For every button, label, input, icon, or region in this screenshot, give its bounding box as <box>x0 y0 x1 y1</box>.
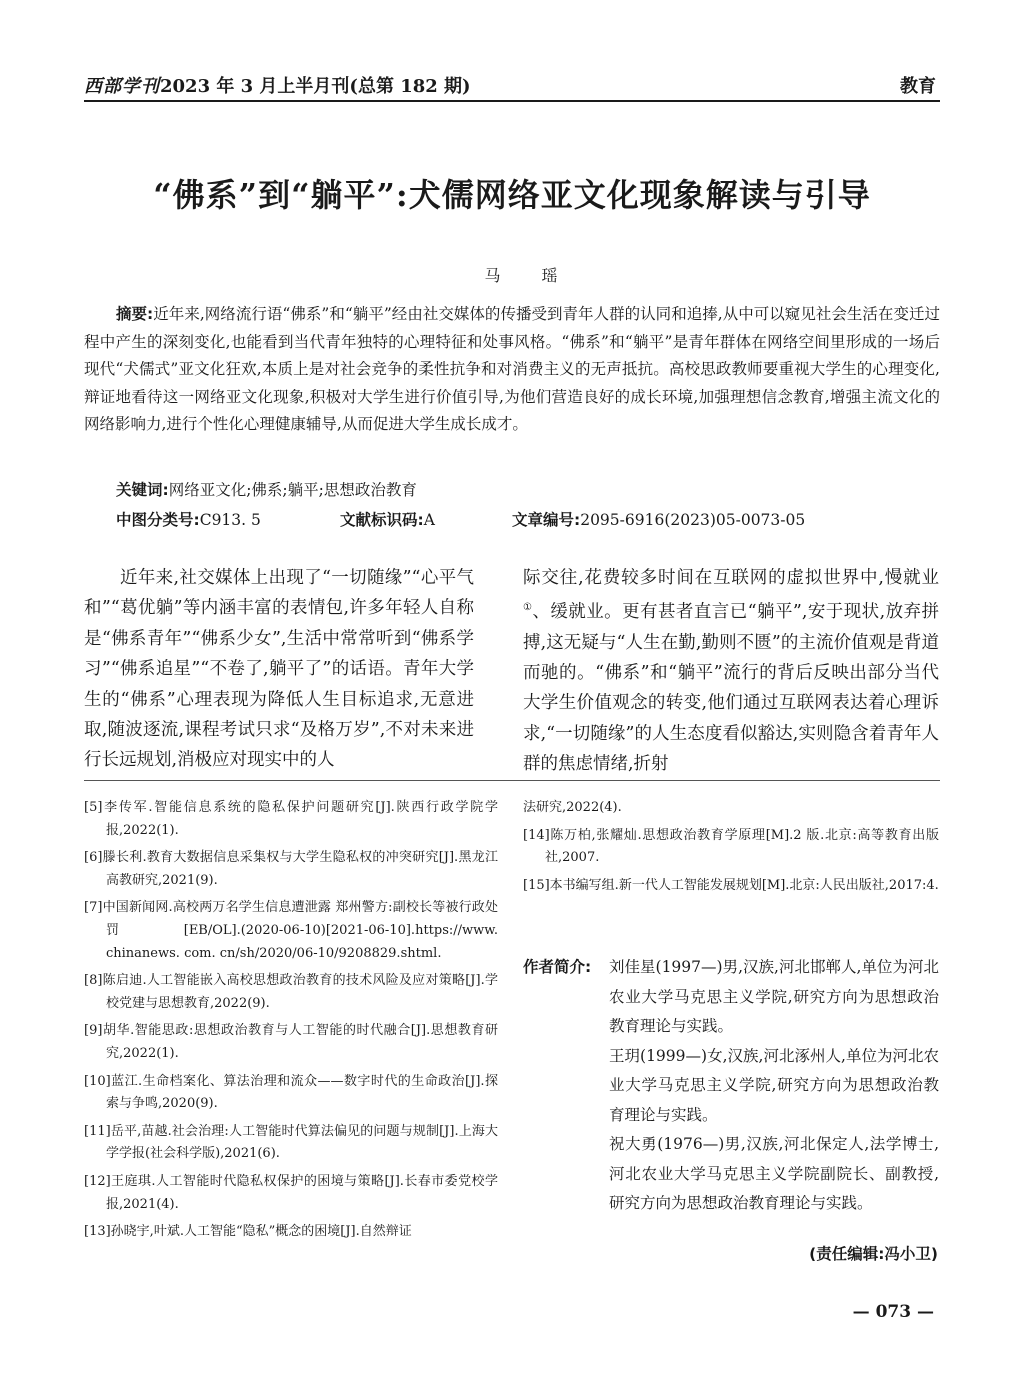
article-number-value: 2095-6916(2023)05-0073-05 <box>580 511 806 529</box>
keywords <box>116 478 417 500</box>
document-code <box>340 508 435 530</box>
keywords-text: 网络亚文化;佛系;躺平;思想政治教育 <box>168 481 417 499</box>
reference-item: [12]王庭琪.人工智能时代隐私权保护的困境与策略[J].长春市委党校学报,2021(4). <box>84 1173 498 1212</box>
header-divider <box>84 100 940 102</box>
issue-info: 2023 年 3 月上半月刊(总第 182 期) <box>160 76 471 97</box>
journal-logo: 西部学刊 <box>84 76 160 97</box>
abstract-label: 摘要: <box>116 305 154 323</box>
references-right <box>523 797 939 902</box>
abstract-text: 近年来,网络流行语“佛系”和“躺平”经由社交媒体的传播受到青年人群的认同和追捧,从中可以窥见社会生活在变迁过程中产生的深刻变化,也能看到当代青年独特的心理特征和处事风格。“佛系”和“躺平”是青年群体在网络空间里形成的一场后现代“犬儒式”亚文化狂欢,本质上是对社会竞争的柔性抗争和对消费主义的无声抵抗。高校思政教师要重视大学生的心理变化,辩证地看待这一网络亚文化现象,积极对大学生进行价值引导,为他们营造良好的成长环境,加强理想信念教育,增强主流文化的网络影响力,进行个性化心理健康辅导,从而促进大学生成长成才。 <box>84 305 940 433</box>
article-author: 马 瑶 <box>484 266 576 285</box>
reference-item: [6]滕长利.教育大数据信息采集权与大学生隐私权的冲突研究[J].黑龙江高教研究,2021(9). <box>84 850 498 888</box>
references-divider <box>84 780 940 781</box>
reference-item: [5]李传军.智能信息系统的隐私保护问题研究[J].陕西行政学院学报,2022(1). <box>84 800 498 838</box>
article-title: “佛系”到“躺平”:犬儒网络亚文化现象解读与引导 <box>153 176 871 214</box>
body-paragraph: 近年来,社交媒体上出现了“一切随缘”“心平气和”“葛优躺”等内涵丰富的表情包,许多年轻人自称是“佛系青年”“佛系少女”,生活中常常听到“佛系学习”“佛系追星”“不卷了,躺平了”的话语。青年大学生的“佛系”心理表现为降低人生目标追求,无意进取,随波逐流,课程考试只求“及格万岁”,不对未来进行长远规划,消极应对现实中的人 <box>84 568 474 771</box>
body-paragraph-continued <box>523 563 939 780</box>
reference-item: [15]本书编写组.新一代人工智能发展规划[M].北京:人民出版社,2017:4. <box>523 877 939 893</box>
reference-item: [11]岳平,苗越.社会治理:人工智能时代算法偏见的问题与规制[J].上海大学学报(社会科学版),2021(6). <box>84 1123 498 1162</box>
doc-label: 文献标识码: <box>340 511 424 529</box>
author-bio-entries <box>609 953 939 1219</box>
responsible-editor: (责任编辑:冯小卫) <box>809 1245 938 1263</box>
body-text-before-note: 际交往,花费较多时间在互联网的虚拟世界中,慢就业 <box>523 568 939 588</box>
author-bio-entry: 祝大勇(1976—)男,汉族,河北保定人,法学博士,河北农业大学马克思主义学院副院长、副教授,研究方向为思想政治教育理论与实践。 <box>609 1135 939 1212</box>
running-header-left <box>84 72 471 98</box>
clc-label: 中图分类号: <box>116 511 200 529</box>
reference-item: [8]陈启迪.人工智能嵌入高校思想政治教育的技术风险及应对策略[J].学校党建与思想教育,2022(9). <box>84 973 498 1011</box>
author-bio-label: 作者简介: <box>523 958 592 976</box>
clc-value: C913. 5 <box>199 511 261 529</box>
section-label: 教育 <box>900 76 936 97</box>
author-bio-entry: 王玥(1999—)女,汉族,河北涿州人,单位为河北农业大学马克思主义学院,研究方向为思想政治教育理论与实践。 <box>609 1046 939 1124</box>
doc-value: A <box>423 511 435 529</box>
reference-item: 法研究,2022(4). <box>523 800 622 815</box>
author-bio <box>523 953 939 1219</box>
body-text-after-note: 、缓就业。更有甚者直言已“躺平”,安于现状,放弃拼搏,这无疑与“人生在勤,勤则不匮”的主流价值观是背道而驰的。“佛系”和“躺平”流行的背后反映出部分当代大学生价值观念的转变,他们通过互联网表达着心理诉求,“一切随缘”的人生态度看似豁达,实则隐含着青年人群的焦虑情绪,折射 <box>523 602 939 775</box>
body-column-left <box>84 563 474 776</box>
author-bio-entry: 刘佳星(1997—)男,汉族,河北邯郸人,单位为河北农业大学马克思主义学院,研究方向为思想政治教育理论与实践。 <box>609 958 939 1035</box>
article-number-label: 文章编号: <box>512 511 581 529</box>
references-left <box>84 797 498 1249</box>
keywords-label: 关键词: <box>116 481 169 499</box>
reference-item: [9]胡华.智能思政:思想政治教育与人工智能的时代融合[J].思想教育研究,2022(1). <box>84 1023 498 1061</box>
page-number: — 073 — <box>852 1302 934 1322</box>
abstract <box>84 301 940 439</box>
body-column-right <box>523 563 939 780</box>
clc-code <box>116 508 261 530</box>
article-number <box>512 508 805 530</box>
reference-item: [7]中国新闻网.高校两万名学生信息遭泄露 郑州警方:副校长等被行政处罚[EB/OL].(2020-06-10)[2021-06-10].https://www. chinanews. com. cn/sh/2020/06-10/9208829.shtml. <box>84 900 498 961</box>
reference-item: [14]陈万柏,张耀灿.思想政治教育学原理[M].2 版.北京:高等教育出版社,2007. <box>523 827 939 866</box>
reference-item: [10]蓝江.生命档案化、算法治理和流众——数字时代的生命政治[J].探索与争鸣,2020(9). <box>84 1073 498 1112</box>
reference-item: [13]孙晓宇,叶斌.人工智能“隐私”概念的困境[J].自然辩证 <box>84 1224 412 1240</box>
footnote-mark: ① <box>523 602 533 614</box>
